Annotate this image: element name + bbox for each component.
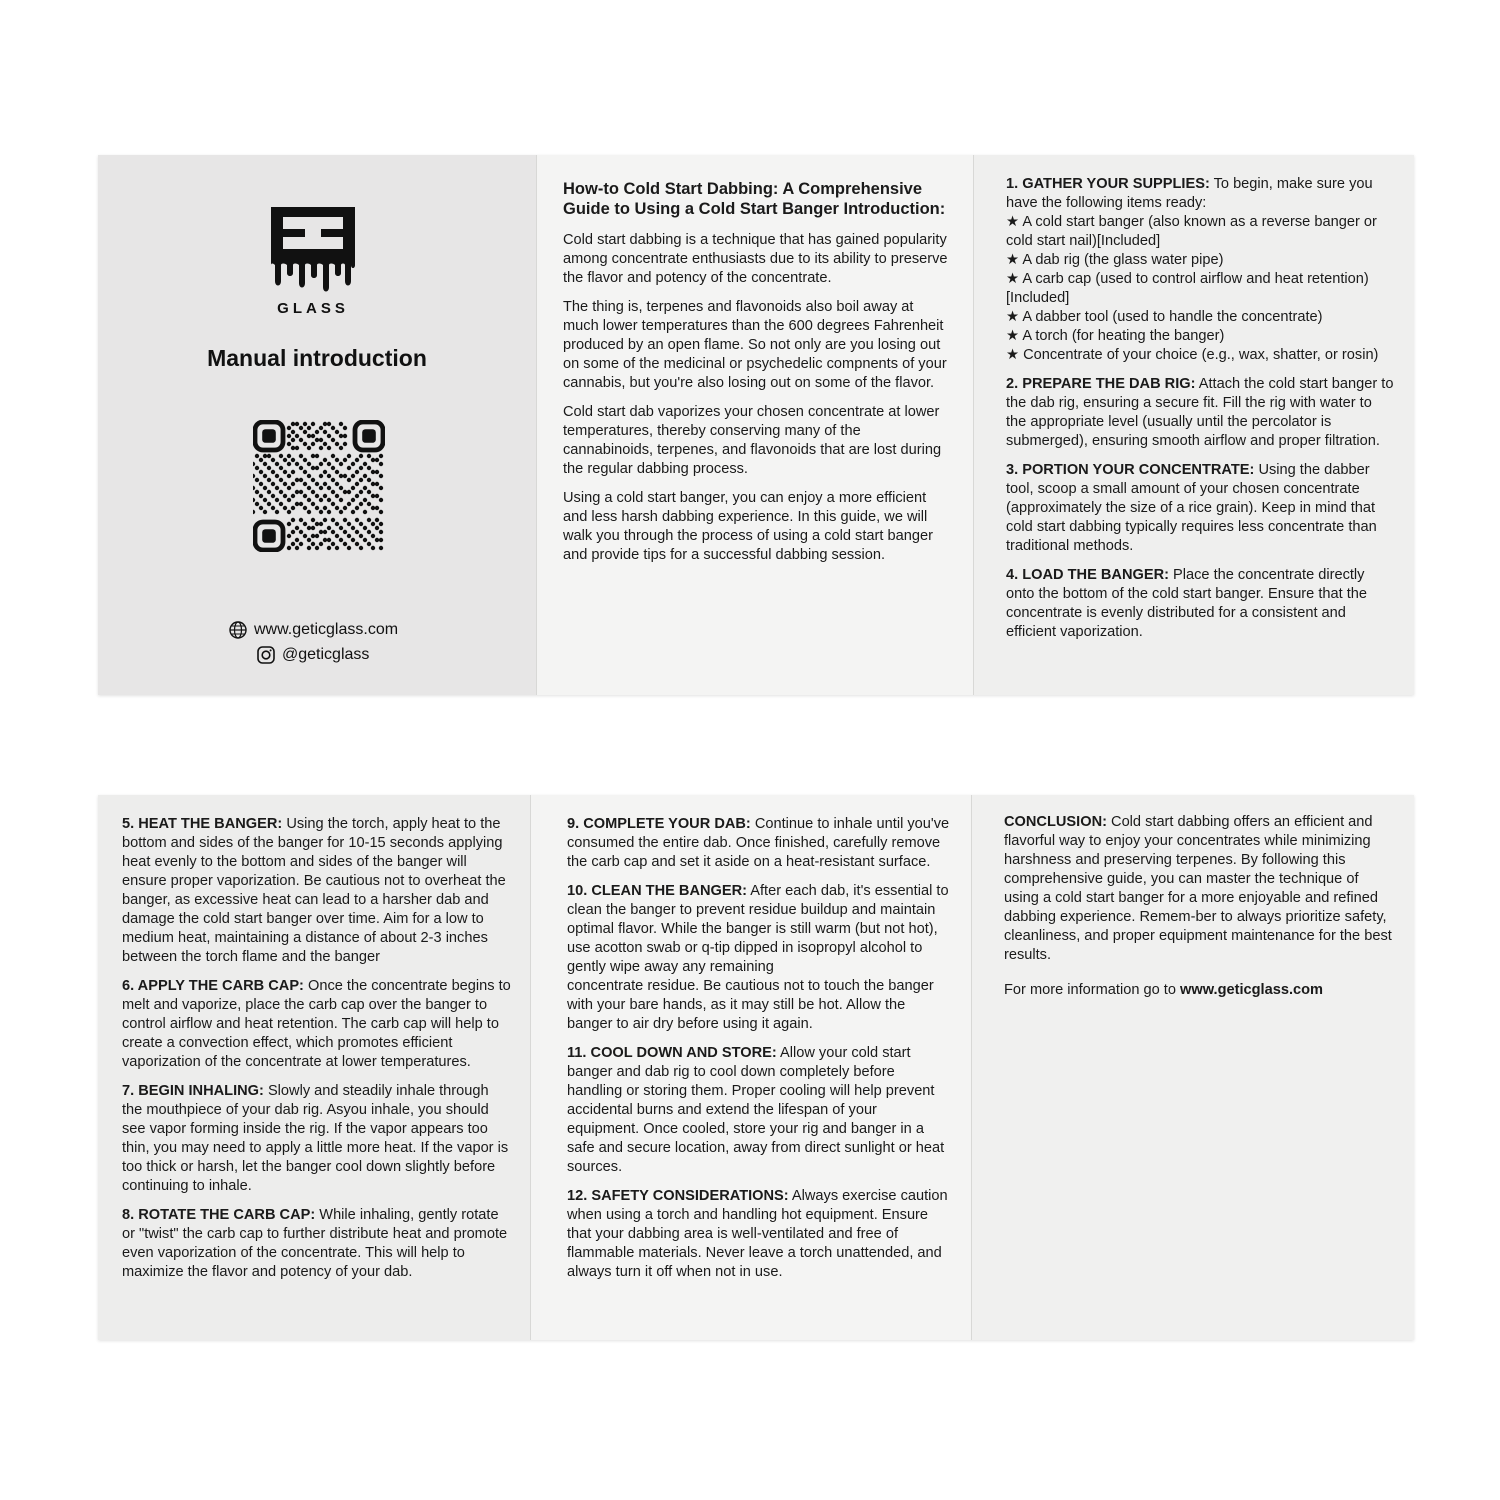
step-1-title: 1. GATHER YOUR SUPPLIES: — [1006, 176, 1210, 192]
manual-title: Manual introduction — [207, 345, 427, 371]
step-4-title: 4. LOAD THE BANGER: — [1006, 567, 1169, 583]
step-7 — [122, 1082, 512, 1196]
step-6-text: Once the concentrate begins to melt and vaporize, place the carb cap over the banger to control airflow and heat retention. The carb cap will help to create a convection effect, which promotes efficient vaporization of the concentrate at lower temperatures. — [122, 978, 511, 1070]
step-3 — [1006, 461, 1396, 556]
steps-5-8-panel — [98, 795, 530, 1340]
conclusion-panel — [972, 795, 1414, 1340]
instagram-contact[interactable] — [256, 645, 369, 665]
step-8-text: While inhaling, gently rotate or "twist" the carb cap to further distribute heat and promote even vaporization of the concentrate. This will help to maximize the flavor and potency of your dab. — [122, 1207, 508, 1280]
brochure-back-sheet — [98, 795, 1414, 1340]
logo-icon — [263, 203, 363, 293]
steps-9-12-panel — [530, 795, 972, 1340]
step-9 — [567, 815, 952, 872]
supplies-list — [1006, 213, 1396, 365]
steps-1-4-panel — [974, 155, 1414, 695]
step-8-title: 8. ROTATE THE CARB CAP: — [122, 1207, 316, 1223]
qr-code[interactable] — [253, 420, 385, 557]
conclusion-title: CONCLUSION: — [1004, 814, 1107, 830]
website-contact[interactable] — [228, 620, 398, 640]
supply-item: ★ A torch (for heating the banger) — [1006, 328, 1225, 344]
step-12-text: Always exercise caution when using a torch and handling hot equipment. Ensure that your dabbing area is well-ventilated and free of flammable materials. Never leave a torch unattended, and always turn it off when not in use. — [567, 1188, 948, 1280]
instagram-text: @geticglass — [282, 646, 370, 663]
step-9-title: 9. COMPLETE YOUR DAB: — [567, 816, 751, 832]
globe-icon — [228, 620, 248, 640]
supply-item: ★ Concentrate of your choice (e.g., wax, shatter, or rosin) — [1006, 347, 1379, 363]
website-text: www.geticglass.com — [254, 621, 399, 638]
more-info — [1004, 981, 1394, 1000]
step-10-text: After each dab, it's essential to clean the banger to prevent residue buildup and maintain optimal flavor. While the banger is still warm (but not hot), use acotton swab or q-tip dipped in isopropyl alcohol to gently wipe away any remaining — [567, 883, 949, 975]
step-1 — [1006, 175, 1396, 213]
supply-item: ★ A dab rig (the glass water pipe) — [1006, 252, 1224, 268]
intro-paragraph-2: The thing is, terpenes and flavonoids also boil away at much lower temperatures than the 600 degrees Fahrenheit produced by an open flame. So not only are you losing out on some of the medicinal or psychedelic compnents of your cannabis, but you're also losing out on some of the flavor. — [563, 299, 947, 391]
logo-text: GLASS — [277, 300, 349, 317]
step-11-title: 11. COOL DOWN AND STORE: — [567, 1045, 777, 1061]
step-7-title: 7. BEGIN INHALING: — [122, 1083, 264, 1099]
more-info-prefix: For more information go to — [1004, 982, 1181, 998]
step-9-text: Continue to inhale until you've consumed the entire dab. Once finished, carefully remove the carb cap and set it aside on a heat-resistant surface. — [567, 816, 950, 870]
intro-paragraph-1: Cold start dabbing is a technique that has gained popularity among concentrate enthusiasts due to its ability to preserve the flavor and potency of the concentrate. — [563, 232, 948, 286]
step-10-continued: concentrate residue. Be cautious not to touch the banger with your bare hands, as it may still be hot. Allow the banger to air dry before using it again. — [567, 978, 934, 1032]
step-5-title: 5. HEAT THE BANGER: — [122, 816, 283, 832]
step-1-text: To begin, make sure you have the following items ready: — [1006, 176, 1373, 211]
step-2 — [1006, 375, 1396, 451]
step-3-title: 3. PORTION YOUR CONCENTRATE: — [1006, 462, 1255, 478]
step-10-title: 10. CLEAN THE BANGER: — [567, 883, 748, 899]
supply-item: ★ A carb cap (used to control airflow and heat retention)[Included] — [1006, 271, 1369, 306]
qr-code-icon — [253, 420, 385, 552]
step-12-title: 12. SAFETY CONSIDERATIONS: — [567, 1188, 789, 1204]
step-5-text: Using the torch, apply heat to the bottom and sides of the banger for 10-15 seconds applying heat evenly to the bottom and sides of the banger will ensure proper vaporization. Be cautious not to overheat the banger, as excessive heat can lead to a harsher dab and damage the cold start banger over time. Aim for a low to medium heat, maintaining a distance of about 2-3 inches between the torch flame and the banger — [122, 816, 506, 965]
instagram-icon — [256, 645, 276, 665]
conclusion-text: Cold start dabbing offers an efficient and flavorful way to enjoy your concentrates while minimizing harshness and preserving terpenes. By following this comprehensive guide, you can master the technique of using a cold start banger for a more enjoyable and refined dabbing experience. Remem-ber to always prioritize safety, cleanliness, and proper equipment maintenance for the best results. — [1004, 814, 1392, 963]
step-6 — [122, 977, 512, 1072]
guide-title: How-to Cold Start Dabbing: A Comprehensive Guide to Using a Cold Start Banger Introduction: — [563, 180, 946, 218]
step-8 — [122, 1206, 512, 1282]
cover-panel — [98, 155, 536, 695]
supply-item: ★ A cold start banger (also known as a reverse banger or cold start nail)[Included] — [1006, 214, 1377, 249]
introduction-panel — [536, 155, 974, 695]
brochure-front-sheet — [98, 155, 1414, 695]
step-11 — [567, 1044, 952, 1177]
supply-item: ★ A dabber tool (used to handle the concentrate) — [1006, 309, 1323, 325]
logo — [263, 203, 363, 317]
step-6-title: 6. APPLY THE CARB CAP: — [122, 978, 304, 994]
step-11-text: Allow your cold start banger and dab rig to cool down completely before handling or storing them. Proper cooling will help prevent accidental burns and extend the lifespan of your equipment. Once cooled, store your rig and banger in a safe and secure location, away from direct sunlight or heat sources. — [567, 1045, 945, 1175]
intro-paragraph-4: Using a cold start banger, you can enjoy a more efficient and less harsh dabbing experience. In this guide, we will walk you through the process of using a cold start banger and provide tips for a successful dabbing session. — [563, 490, 933, 563]
step-7-text: Slowly and steadily inhale through the mouthpiece of your dab rig. Asyou inhale, you should see vapor forming inside the rig. If the vapor appears too thin, you may need to apply a little more heat. If the vapor is too thick or harsh, let the banger cool down slightly before continuing to inhale. — [122, 1083, 509, 1194]
more-info-link[interactable]: www.geticglass.com — [1180, 982, 1324, 998]
step-4-text: Place the concentrate directly onto the bottom of the cold start banger. Ensure that the concentrate is evenly distributed for a consistent and efficient vaporization. — [1006, 567, 1368, 640]
conclusion — [1004, 813, 1394, 965]
step-12 — [567, 1187, 952, 1282]
step-4 — [1006, 566, 1396, 642]
step-2-text: Attach the cold start banger to the dab rig, ensuring a secure fit. Fill the rig with water to the appropriate level (usually until the percolator is submerged), ensuring smooth airflow and proper filtration. — [1006, 376, 1394, 449]
step-3-text: Using the dabber tool, scoop a small amount of your chosen concentrate (approximately the size of a rice grain). Keep in mind that cold start dabbing typically requires less concentrate than traditional methods. — [1006, 462, 1377, 554]
step-2-title: 2. PREPARE THE DAB RIG: — [1006, 376, 1196, 392]
step-5 — [122, 815, 512, 967]
intro-paragraph-3: Cold start dab vaporizes your chosen concentrate at lower temperatures, thereby conserving many of the cannabinoids, terpenes, and flavonoids that are lost during the regular dabbing process. — [563, 404, 942, 477]
step-10 — [567, 882, 952, 977]
